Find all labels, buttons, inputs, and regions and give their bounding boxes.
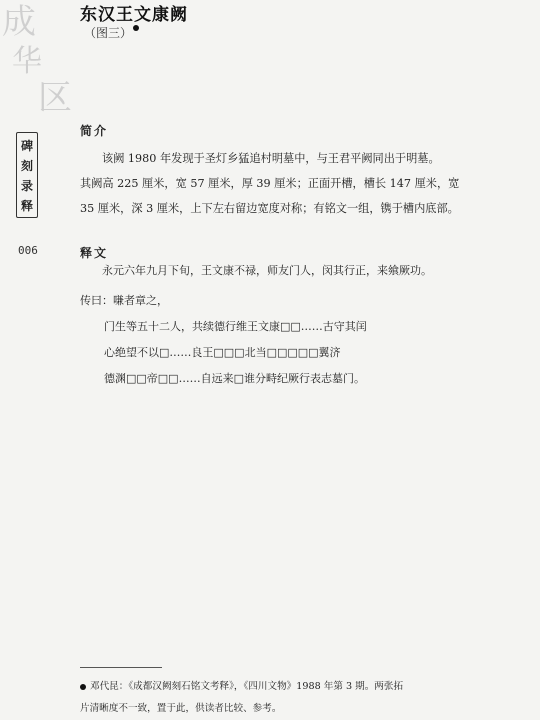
transcription-line: 心绝望不以□……良王□□□北当□□□□□翼济 (104, 346, 341, 359)
intro-heading: 简介 (80, 124, 109, 138)
footnote-line (80, 676, 480, 698)
intro-line: 其阙高 225 厘米，宽 57 厘米，厚 39 厘米；正面开槽，槽长 147 厘米，宽 (80, 177, 460, 190)
section-tab-char: 释 (20, 198, 33, 213)
footnote-text: 邓代昆：《成都汉阙刻石铭文考释》，《四川文物》1988 年第 3 期。两张拓 (90, 681, 404, 692)
transcription-line: 门生等五十二人，共续德行维王文康□□……古守其闰 (104, 320, 367, 333)
transcription-line: 永元六年九月下旬，王文康不禄，师友门人，闵其行正，来飨厥功。 (102, 264, 432, 277)
figure-label: （图三） (84, 26, 133, 40)
transcription-line: 德渊□□帝□□……自远来□谁分畤纪厥行表志墓门。 (104, 372, 365, 385)
intro-line: 该阙 1980 年发现于圣灯乡猛追村明墓中，与王君平阙同出于明墓。 (102, 152, 440, 165)
section-tab-char: 录 (20, 178, 33, 193)
footnote-line: 片清晰度不一致，置于此，供读者比较、参考。 (80, 703, 282, 714)
watermark-char: 区 (38, 78, 72, 118)
footnote-marker-icon (80, 684, 86, 690)
intro-paragraph (80, 146, 492, 221)
page-number: 006 (18, 244, 38, 257)
section-tab-char: 刻 (20, 158, 33, 173)
footnote-marker-icon (133, 25, 139, 31)
section-tab-char: 碑 (20, 138, 33, 153)
page-title: 东汉王文康阙 (80, 5, 188, 25)
watermark-char: 华 (12, 44, 42, 79)
transcription-heading: 释文 (80, 246, 109, 260)
background-calligraphy (0, 0, 80, 118)
footnote (80, 676, 480, 720)
section-tab (16, 132, 38, 218)
intro-line: 35 厘米，深 3 厘米，上下左右留边宽度对称；有铭文一组，镌于槽内底部。 (80, 202, 459, 215)
transcription-line: 传曰：嗛者章之， (80, 294, 168, 307)
figure-reference (84, 24, 139, 41)
watermark-char: 成 (2, 2, 36, 42)
footnote-divider (80, 667, 162, 668)
